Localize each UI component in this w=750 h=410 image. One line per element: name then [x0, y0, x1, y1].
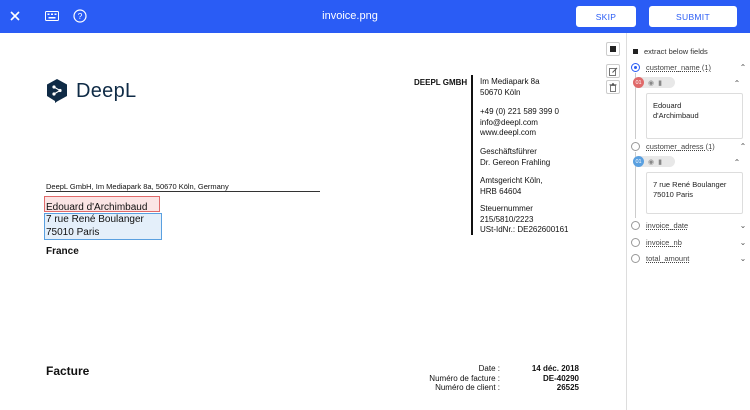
trash-icon[interactable]: ▮	[658, 158, 662, 166]
address-group-location	[480, 77, 540, 98]
edit-icon[interactable]	[606, 64, 620, 78]
top-bar	[0, 0, 750, 33]
annotation-value-address[interactable]	[646, 172, 743, 214]
logo-wordmark: DeepL	[76, 79, 137, 102]
address-group-tax	[480, 204, 569, 236]
field-customer-name[interactable]	[631, 61, 747, 73]
square-icon	[633, 49, 638, 54]
chevron-up-icon[interactable]: ⌃	[739, 141, 747, 151]
eye-icon[interactable]: ◉	[648, 79, 655, 87]
sender-underline	[46, 191, 320, 192]
annotation-badge: 01	[633, 156, 644, 167]
meta-label: Numéro de client :	[435, 383, 500, 393]
text-line: HRB 64604	[480, 186, 522, 196]
annotation-chip-address[interactable]	[633, 156, 675, 167]
address-group-contact	[480, 107, 559, 139]
field-label: customer_name (1)	[646, 62, 712, 72]
annotation-badge: 01	[633, 77, 644, 88]
sender-line: DeepL GmbH, Im Mediapark 8a, 50670 Köln, Germany	[46, 182, 229, 191]
text-line: www.deepl.com	[480, 128, 537, 137]
recipient-street: 7 rue René Boulanger	[46, 214, 144, 225]
meta-label: Date :	[478, 364, 500, 373]
invoice-meta-values	[500, 364, 579, 393]
delete-icon[interactable]	[606, 80, 620, 94]
value-line: Edouard	[653, 101, 682, 110]
invoice-heading: Facture	[46, 364, 90, 378]
text-line: Geschäftsführer	[480, 147, 537, 156]
field-label: customer_adress (1)	[646, 141, 715, 151]
text-line: info@deepl.com	[480, 117, 538, 127]
chevron-down-icon[interactable]: ⌄	[739, 220, 747, 230]
value-line: d'Archimbaud	[653, 110, 699, 120]
field-customer-adress[interactable]	[631, 140, 747, 152]
text-line: 215/5810/2223	[480, 214, 534, 224]
chevron-up-icon[interactable]: ⌃	[733, 79, 741, 88]
panel-header	[633, 47, 708, 56]
address-group-management	[480, 147, 550, 168]
value-line: 7 rue René Boulanger	[653, 180, 727, 189]
radio-icon[interactable]	[631, 238, 640, 247]
company-name: DEEPL GMBH	[414, 78, 468, 87]
recipient-city: 75010 Paris	[46, 227, 100, 238]
file-title: invoice.png	[322, 10, 378, 22]
annotation-value-name[interactable]	[646, 93, 743, 139]
recipient-name: Edouard d'Archimbaud	[46, 202, 148, 213]
text-line: 50670 Köln	[480, 87, 521, 97]
text-line: Steuernummer	[480, 204, 533, 213]
value-line: 75010 Paris	[653, 189, 694, 199]
meta-value: 26525	[556, 383, 579, 393]
recipient-country: France	[46, 246, 79, 257]
radio-icon[interactable]	[631, 142, 640, 151]
svg-text:?: ?	[77, 11, 83, 22]
text-line: Amtsgericht Köln,	[480, 176, 543, 185]
text-line: Dr. Gereon Frahling	[480, 157, 551, 167]
trash-icon[interactable]: ▮	[658, 79, 662, 87]
invoice-meta-labels	[390, 364, 500, 393]
field-invoice-date[interactable]	[631, 219, 747, 231]
radio-icon[interactable]	[631, 221, 640, 230]
text-line: Im Mediapark 8a	[480, 77, 540, 86]
annotation-chip-name[interactable]	[633, 77, 675, 88]
company-logo	[46, 78, 136, 104]
meta-value: 14 déc. 2018	[531, 364, 579, 373]
radio-icon[interactable]	[631, 254, 640, 263]
chevron-up-icon[interactable]: ⌃	[733, 158, 741, 167]
document-canvas[interactable]	[0, 33, 626, 410]
chevron-down-icon[interactable]: ⌄	[739, 253, 747, 263]
meta-label: Numéro de facture :	[429, 373, 500, 383]
panel-header-label: extract below fields	[644, 47, 708, 56]
field-total-amount[interactable]	[631, 252, 747, 264]
field-invoice-nb[interactable]	[631, 236, 747, 248]
submit-button[interactable]: SUBMIT	[649, 6, 737, 27]
field-label: invoice_date	[646, 220, 689, 230]
text-line: +49 (0) 221 589 399 0	[480, 107, 559, 116]
chevron-down-icon[interactable]: ⌄	[739, 237, 747, 247]
eye-icon[interactable]: ◉	[648, 158, 655, 166]
address-divider	[471, 75, 473, 235]
field-label: total_amount	[646, 253, 690, 263]
meta-value: DE-40290	[542, 373, 579, 383]
rectangle-tool-icon[interactable]	[606, 42, 620, 56]
address-group-register	[480, 176, 543, 197]
radio-selected-icon[interactable]	[631, 63, 640, 72]
chevron-up-icon[interactable]: ⌃	[739, 62, 747, 72]
skip-button[interactable]: SKIP	[576, 6, 636, 27]
deepl-logo-icon	[46, 78, 68, 104]
field-label: invoice_nb	[646, 237, 682, 247]
text-line: USt-IdNr.: DE262600161	[480, 225, 569, 234]
fields-panel	[626, 33, 750, 410]
